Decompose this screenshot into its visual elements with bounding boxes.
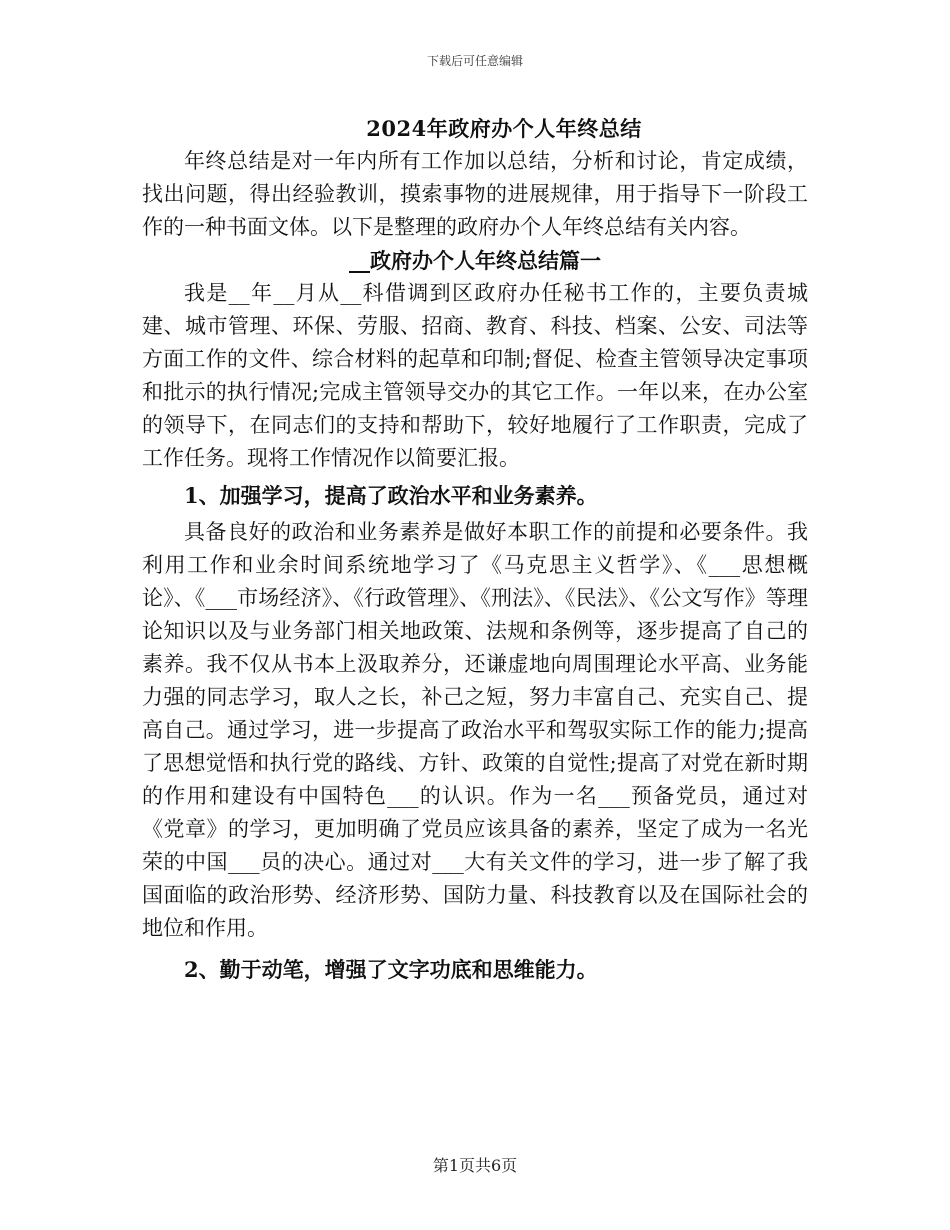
header-note: 下载后可任意编辑 [426,54,523,68]
paragraph-2: 具备良好的政治和业务素养是做好本职工作的前提和必要条件。我利用工作和业余时间系统地学习了《马克思主义哲学》、《___思想概论》、《___市场经济》、《行政管理》、《刑法》、《民法》、《公文写作》等理论知识以及与业务部门相关地政策、法规和条例等，逐步提高了自己的素养。我不仅从书本上汲取养分，还谦虚地向周围理论水平高、业务能力强的同志学习，取人之长，补己之短，努力丰富自己、充实自己、提高自己。通过学习，进一步提高了政治水平和驾驭实际工作的能力;提高了思想觉悟和执行党的路线、方针、政策的自觉性;提高了对党在新时期的作用和建设有中国特色___的认识。作为一名___预备党员，通过对《党章》的学习，更加明确了党员应该具备的素养，坚定了成为一名光荣的中国___员的决心。通过对___大有关文件的学习，进一步了解了我国面临的政治形势、经济形势、国防力量、科技教育以及在国际社会的地位和作用。 [142,520,808,940]
page-footer: 第1页共6页 [432,1156,518,1175]
heading-2: 2、勤于动笔，增强了文字功底和思维能力。 [184,957,598,982]
paragraph-1: 我是__年__月从__科借调到区政府办任秘书工作的，主要负责城建、城市管理、环保、劳服、招商、教育、科技、档案、公安、司法等方面工作的文件、综合材料的起草和印制;督促、检查主管领导决定事项和批示的执行情况;完成主管领导交办的其它工作。一年以来，在办公室的领导下，在同志们的支持和帮助下，较好地履行了工作职责，完成了工作任务。现将工作情况作以简要汇报。 [142,281,808,470]
document-body [142,112,808,986]
document-title: 2024年政府办个人年终总结 [366,116,642,141]
intro-paragraph: 年终总结是对一年内所有工作加以总结，分析和讨论，肯定成绩，找出问题，得出经验教训，摸索事物的进展规律，用于指导下一阶段工作的一种书面文体。以下是整理的政府办个人年终总结有关内容。 [142,149,808,239]
heading-1: 1、加强学习，提高了政治水平和业务素养。 [184,483,598,508]
section-subtitle: __政府办个人年终总结篇一 [349,248,601,273]
